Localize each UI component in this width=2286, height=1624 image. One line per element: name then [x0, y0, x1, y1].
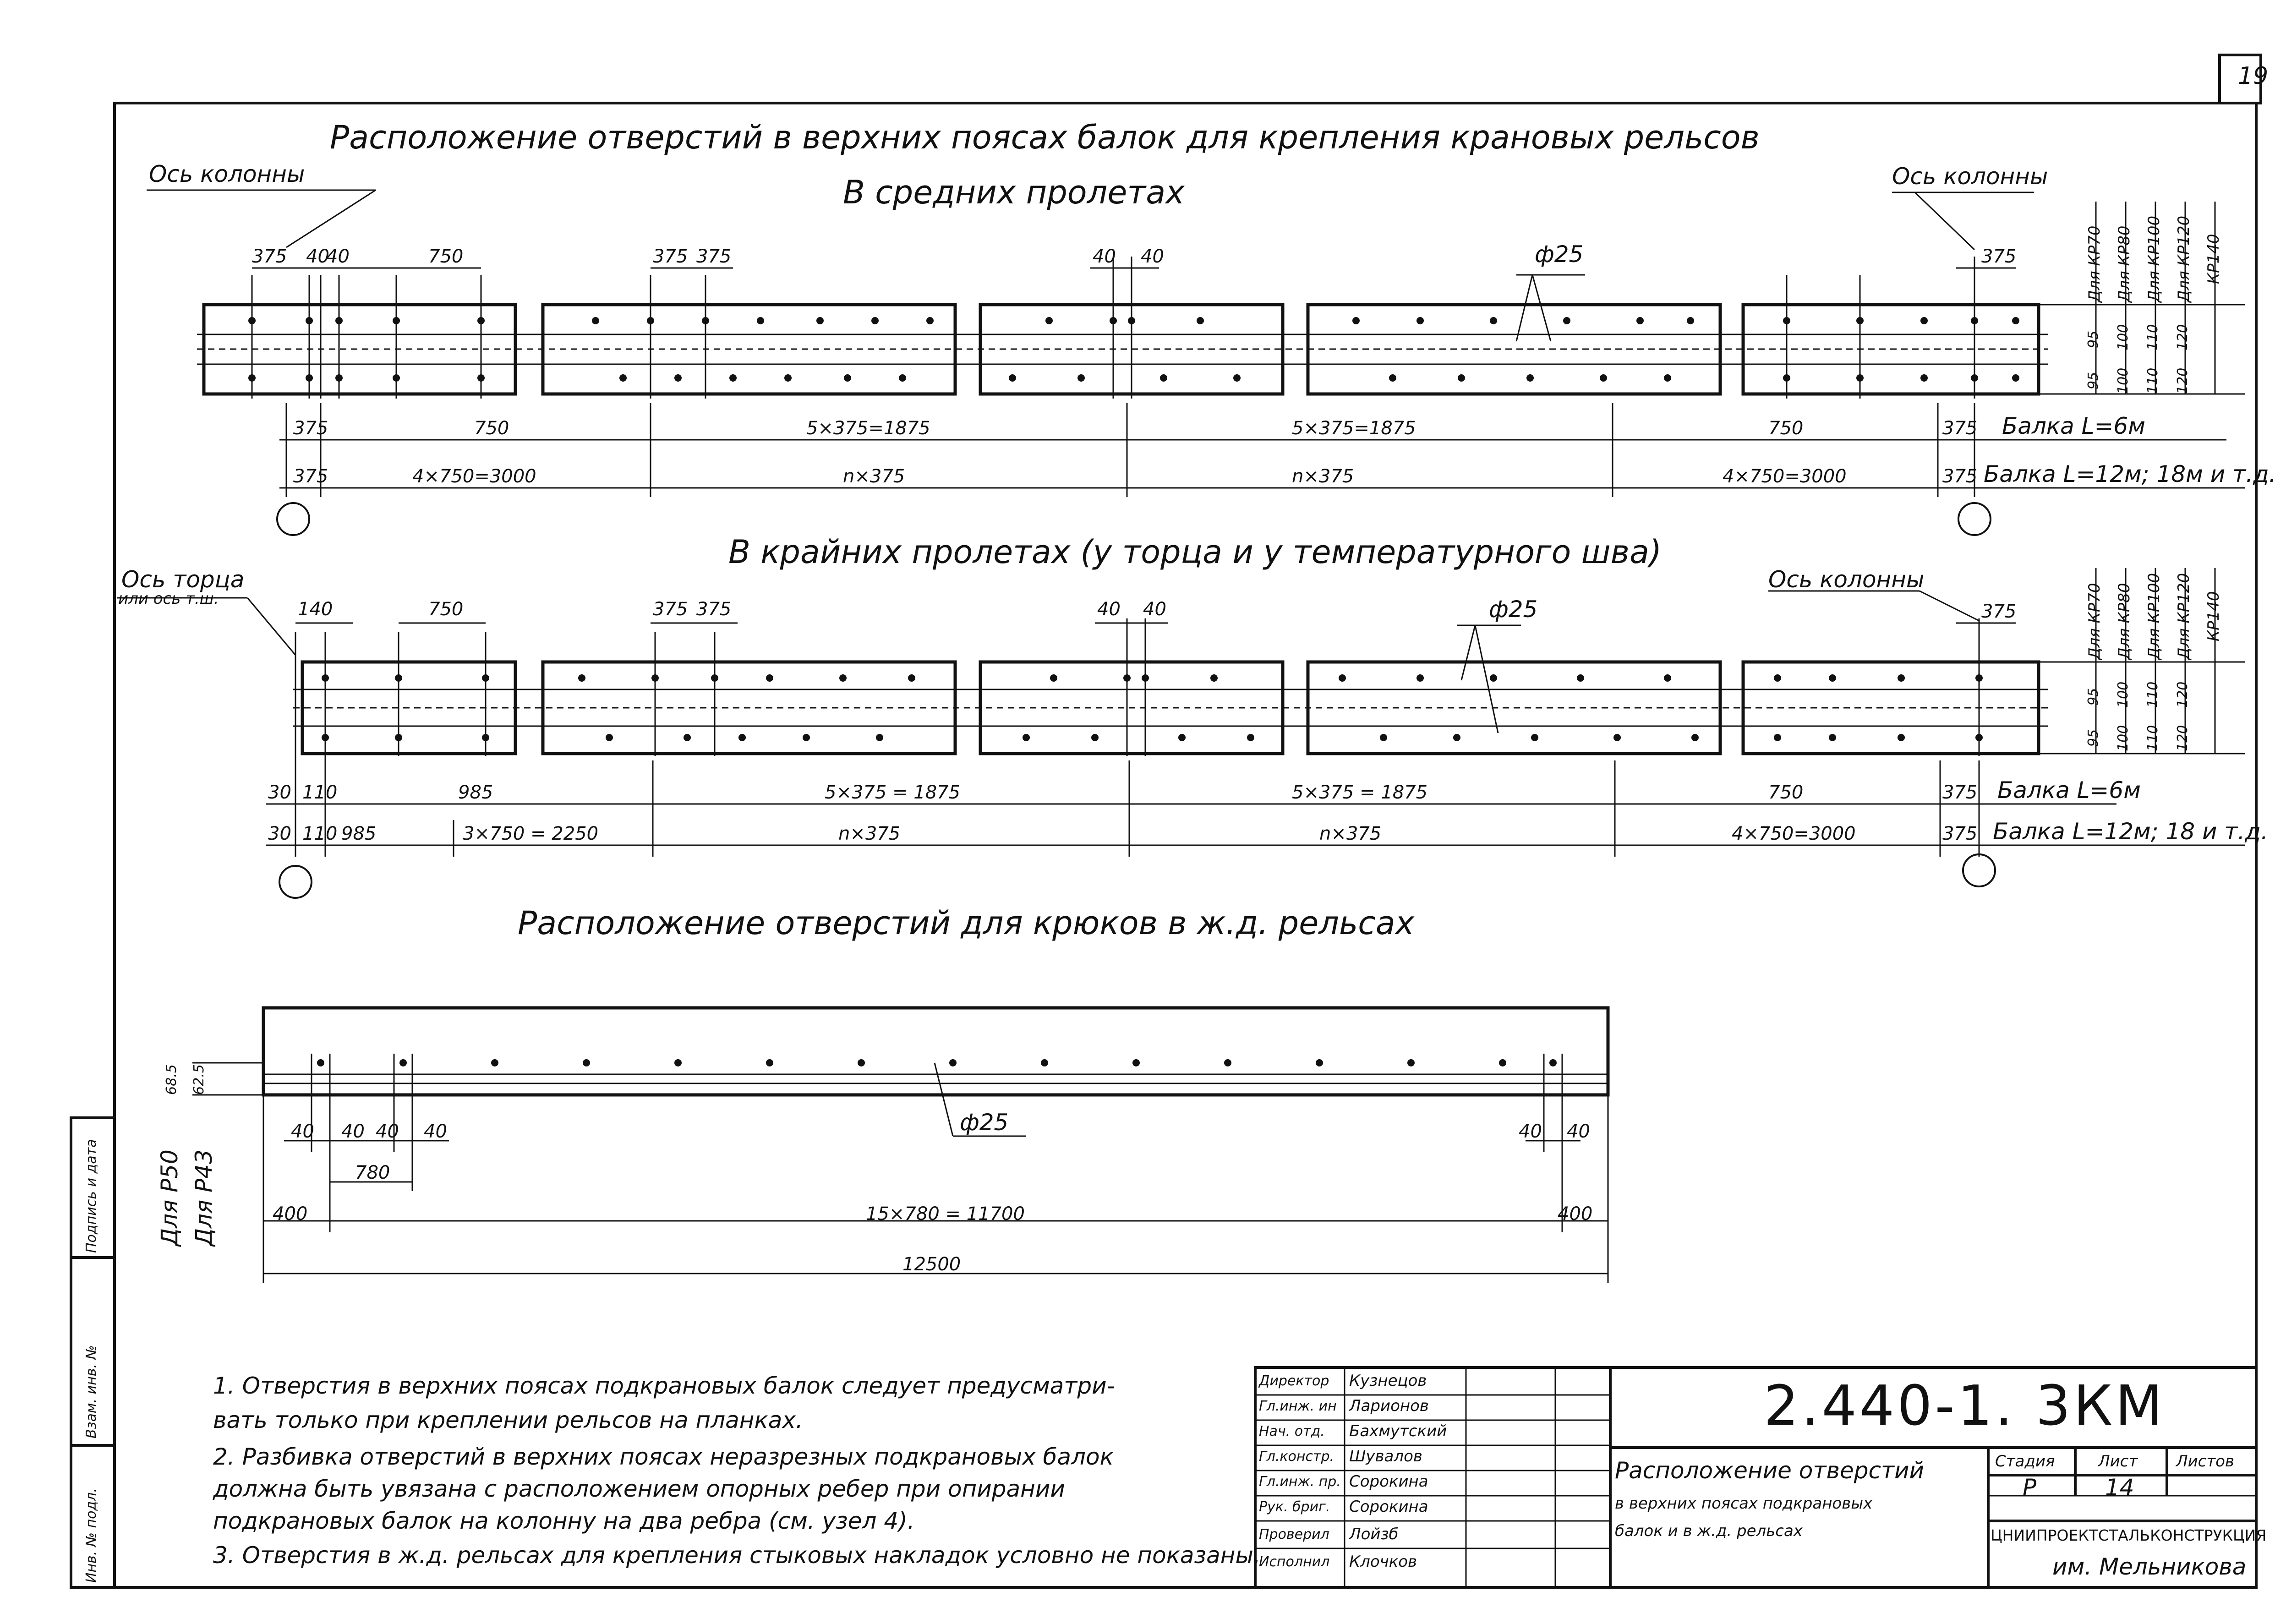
tb-sheet: 14 — [2105, 1474, 2134, 1501]
tb-description: в верхних поясах подкрановых — [1615, 1494, 1873, 1513]
dim-row1: 375 — [1942, 782, 1978, 803]
tb-organization: ЦНИИПРОЕКТСТАЛЬКОНСТРУКЦИЯ — [1991, 1526, 2267, 1544]
rail-total-dim: 12500 — [902, 1254, 961, 1275]
note-line: 2. Разбивка отверстий в верхних поясах неразрезных подкрановых балок — [213, 1444, 1114, 1470]
tb-role: Гл.инж. ин — [1259, 1398, 1337, 1414]
dim-row2: 4×750=3000 — [1723, 466, 1847, 487]
dim-top: 375 — [696, 246, 732, 267]
note-line: 3. Отверстия в ж.д. рельсах для крепления стыковых накладок условно не показаны. — [213, 1542, 1261, 1569]
beam-label-12m: Балка L=12м; 18 и т.д. — [1993, 818, 2268, 845]
tb-name: Сорокина — [1349, 1498, 1428, 1516]
note-line: подкрановых балок на колонну на два ребра (см. узел 4). — [213, 1508, 915, 1534]
rail-dim-left: 68.5 — [164, 1064, 180, 1095]
end-spans-subtitle: В крайних пролетах (у торца и у температурного шва) — [728, 533, 1662, 571]
gauge-value: 110 — [2145, 324, 2161, 350]
dim-top: 750 — [428, 599, 464, 620]
note-line: должна быть увязана с расположением опорных ребер при опирании — [213, 1476, 1065, 1502]
dim-row2: n×375 — [838, 823, 901, 844]
side-stamp-label: Инв. № подл. — [83, 1488, 99, 1583]
rail-span-dim: 15×780 = 11700 — [866, 1203, 1025, 1225]
gauge-value: 110 — [2145, 681, 2161, 708]
tb-stage-header: Стадия — [1995, 1452, 2055, 1471]
gauge-value: 100 — [2115, 324, 2131, 350]
dim-top: 375 — [1981, 246, 2017, 267]
gauge-value: 95 — [2085, 688, 2101, 705]
dim-row1: 750 — [474, 418, 509, 439]
dim-row1: 5×375=1875 — [1292, 418, 1416, 439]
gauge-value: 100 — [2115, 725, 2131, 751]
beam-label-6m: Балка L=6м — [2002, 413, 2145, 439]
rail-label: Для КР100 — [2145, 215, 2163, 302]
main-title: Расположение отверстий в верхних поясах балок для крепления крановых рельсов — [330, 119, 1760, 156]
dim-top: 40 — [326, 246, 350, 267]
dim-top: 375 — [653, 246, 688, 267]
gauge-value: 95 — [2085, 330, 2101, 348]
hole-label: ф25 — [1535, 241, 1584, 268]
tb-role: Исполнил — [1259, 1554, 1330, 1570]
rail-end-dim: 400 — [1558, 1203, 1593, 1225]
rail-drawing — [192, 1008, 1608, 1283]
rail-label: Для КР80 — [2115, 225, 2133, 302]
gauge-value: 120 — [2175, 367, 2191, 394]
dim-row2: n×375 — [843, 466, 905, 487]
dim-top: 750 — [428, 246, 464, 267]
rail-spacing-dim: 40 — [1519, 1121, 1542, 1142]
rail-label: Для КР120 — [2175, 573, 2193, 660]
tb-role: Гл.инж. пр. — [1259, 1474, 1341, 1490]
gauge-value: 120 — [2175, 681, 2191, 708]
gauge-value: 120 — [2175, 324, 2191, 350]
tb-name: Кузнецов — [1349, 1372, 1427, 1390]
tb-organization-2: им. Мельникова — [2052, 1553, 2247, 1580]
gauge-value: 100 — [2115, 681, 2131, 708]
dim-top: 375 — [1981, 601, 2017, 622]
document-code: 2.440-1. 3КМ — [1764, 1374, 2166, 1438]
gauge-value: 120 — [2175, 725, 2191, 751]
tb-sheets-header: Листов — [2176, 1452, 2235, 1471]
rail-pitch-dim: 780 — [355, 1162, 390, 1183]
rail-end-dim: 400 — [273, 1203, 308, 1225]
tb-name: Бахмутский — [1349, 1422, 1447, 1440]
dim-row1: 30 — [268, 782, 291, 803]
tb-stage: Р — [2023, 1474, 2037, 1501]
tb-role: Проверил — [1259, 1526, 1329, 1542]
tb-name: Ларионов — [1349, 1397, 1429, 1415]
gauge-value: 95 — [2085, 372, 2101, 389]
rail-spacing-dim: 40 — [291, 1121, 314, 1142]
rail-label: Для КР100 — [2145, 573, 2163, 660]
tb-role: Директор — [1259, 1373, 1329, 1389]
sheet-number: 19 — [2238, 62, 2269, 90]
dim-top: 40 — [306, 246, 329, 267]
dim-row2: n×375 — [1319, 823, 1382, 844]
hole-label: ф25 — [1489, 596, 1538, 623]
end-axis-label: Ось торца — [121, 566, 245, 593]
dim-top: 140 — [298, 599, 333, 620]
tb-description: Расположение отверстий — [1615, 1457, 1925, 1484]
tb-name: Сорокина — [1349, 1472, 1428, 1491]
tb-role: Нач. отд. — [1259, 1423, 1325, 1439]
side-stamp-label: Взам. инв. № — [83, 1345, 99, 1438]
dim-row2: 375 — [1942, 466, 1978, 487]
rail-spacing-dim: 40 — [1567, 1121, 1590, 1142]
beam-label-12m: Балка L=12м; 18м и т.д. — [1984, 461, 2276, 487]
dim-row1: 985 — [458, 782, 493, 803]
tb-sheet-header: Лист — [2098, 1452, 2138, 1471]
rail-label: Для КР70 — [2085, 583, 2104, 660]
dim-row2: 110 — [302, 823, 338, 844]
dim-row1: 375 — [1942, 418, 1978, 439]
gauge-value: 100 — [2115, 367, 2131, 394]
dim-row2: 375 — [293, 466, 328, 487]
dim-row1: 5×375 = 1875 — [1292, 782, 1428, 803]
rail-label: КР140 — [2204, 591, 2223, 641]
dim-row1: 375 — [293, 418, 328, 439]
middle-spans-subtitle: В средних пролетах — [843, 174, 1185, 211]
gauge-value: 95 — [2085, 729, 2101, 747]
dim-row2: 375 — [1942, 823, 1978, 844]
beam-label-6m: Балка L=6м — [1997, 777, 2141, 804]
dim-row1: 5×375=1875 — [806, 418, 930, 439]
rail-title: Расположение отверстий для крюков в ж.д. рельсах — [518, 904, 1415, 942]
dim-row2: n×375 — [1292, 466, 1354, 487]
dim-top: 40 — [1093, 246, 1116, 267]
dim-row2: 985 — [341, 823, 377, 844]
dim-row2: 4×750=3000 — [1732, 823, 1856, 844]
rail-spacing-dim: 40 — [341, 1121, 365, 1142]
dim-row1: 5×375 = 1875 — [825, 782, 961, 803]
note-line: вать только при креплении рельсов на планках. — [213, 1407, 803, 1433]
column-axis-label-right: Ось колонны — [1768, 566, 1925, 593]
tb-name: Клочков — [1349, 1553, 1417, 1571]
tb-role: Рук. бриг. — [1259, 1499, 1330, 1515]
dim-top: 375 — [252, 246, 287, 267]
dim-row2: 4×750=3000 — [412, 466, 536, 487]
dim-top: 375 — [696, 599, 732, 620]
end-axis-label-2: или ось т.ш. — [118, 590, 219, 608]
dim-row1: 750 — [1768, 782, 1804, 803]
tb-name: Лойзб — [1349, 1525, 1399, 1543]
rail-label: Для КР120 — [2175, 215, 2193, 302]
rail-type-label: Для Р43 — [191, 1149, 217, 1246]
column-axis-label-left: Ось колонны — [149, 161, 305, 187]
gauge-value: 110 — [2145, 725, 2161, 751]
gauge-value: 110 — [2145, 367, 2161, 394]
rail-label: Для КР70 — [2085, 225, 2104, 302]
column-axis-label-right: Ось колонны — [1892, 163, 2048, 190]
rail-spacing-dim: 40 — [424, 1121, 447, 1142]
dim-row2: 3×750 = 2250 — [463, 823, 599, 844]
rail-type-label: Для Р50 — [156, 1149, 183, 1246]
dim-row1: 110 — [302, 782, 338, 803]
dim-row2: 30 — [268, 823, 291, 844]
rail-dim-left: 62.5 — [191, 1064, 207, 1095]
dim-top: 375 — [653, 599, 688, 620]
hole-label: ф25 — [960, 1109, 1009, 1136]
dim-top: 40 — [1097, 599, 1121, 620]
side-stamp-label: Подпись и дата — [83, 1139, 99, 1253]
rail-label: КР140 — [2204, 234, 2223, 284]
tb-role: Гл.констр. — [1259, 1449, 1334, 1465]
tb-description: балок и в ж.д. рельсах — [1615, 1522, 1803, 1540]
dim-top: 40 — [1143, 599, 1166, 620]
tb-name: Шувалов — [1349, 1447, 1422, 1465]
rail-label: Для КР80 — [2115, 583, 2133, 660]
dim-row1: 750 — [1768, 418, 1804, 439]
note-line: 1. Отверстия в верхних поясах подкрановых балок следует предусматри- — [213, 1372, 1115, 1399]
dim-top: 40 — [1141, 246, 1164, 267]
rail-spacing-dim: 40 — [376, 1121, 399, 1142]
